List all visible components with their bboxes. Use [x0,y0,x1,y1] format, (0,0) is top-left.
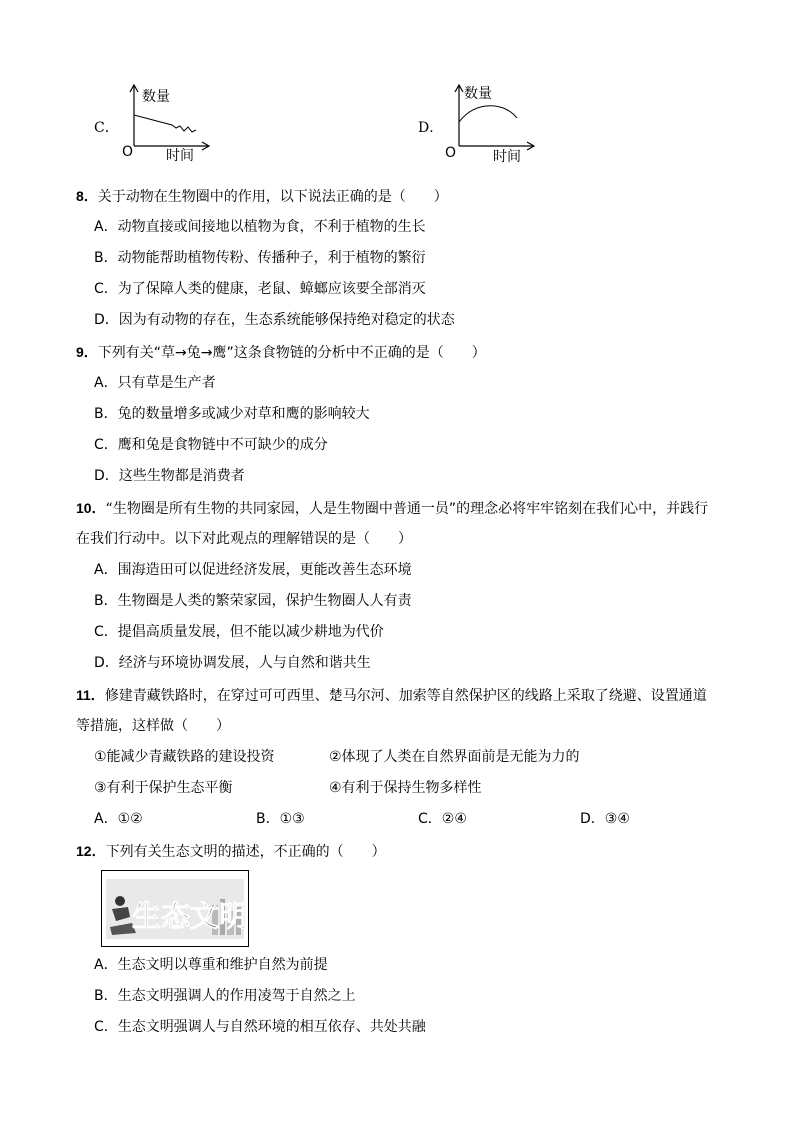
question-text: 下列有关生态文明的描述，不正确的（ ） [105,844,386,860]
q9-option-b: B．兔的数量增多或减少对草和鹰的影响较大 [94,406,370,422]
q11-statement-1: ①能减少青藏铁路的建设投资 [94,749,275,765]
graph-c [118,82,218,164]
question-number: 9． [76,344,98,360]
q8-option-c: C．为了保障人类的健康，老鼠、蟑螂应该要全部消灭 [94,281,426,297]
q11-choice-c: C．②④ [418,811,467,827]
q8-option-d: D．因为有动物的存在，生态系统能够保持绝对稳定的状态 [94,312,455,328]
q11-choice-b: B．①③ [256,811,305,827]
question-11-stem-line2: 等措施，这样做（ ） [76,718,230,734]
q11-statement-4: ④有利于保持生物多样性 [329,780,482,796]
q12-option-a: A．生态文明以尊重和维护自然为前提 [94,957,328,973]
q12-option-c: C．生态文明强调人与自然环境的相互依存、共处共融 [94,1019,426,1035]
q10-option-c: C．提倡高质量发展，但不能以减少耕地为代价 [94,624,384,640]
q10-option-a: A．围海造田可以促进经济发展，更能改善生态环境 [94,562,412,578]
graph-d-label: D． [418,120,444,136]
graph-d [443,82,543,164]
question-11-stem-line1 [76,685,707,706]
graph-c-origin: O [122,144,134,160]
question-10-stem-line2: 在我们行动中。以下对此观点的理解错误的是（ ） [76,531,412,547]
question-text: 修建青藏铁路时，在穿过可可西里、楚马尔河、加索等自然保护区的线路上采取了绕避、设置通道 [104,688,707,704]
q11-statement-3: ③有利于保护生态平衡 [94,780,233,796]
q10-option-b: B．生物圈是人类的繁荣家园，保护生物圈人人有责 [94,593,412,609]
question-10-stem-line1 [76,498,708,519]
q8-option-a: A．动物直接或间接地以植物为食，不利于植物的生长 [94,219,426,235]
graph-c-ylabel: 数量 [142,89,170,105]
q11-statement-2: ②体现了人类在自然界面前是无能为力的 [329,749,580,765]
question-number: 12． [76,843,106,859]
graph-d-ylabel: 数量 [464,86,492,102]
question-8-stem [76,186,448,207]
q11-choice-a: A．①② [94,811,143,827]
ecological-civilization-image [101,870,249,947]
question-9-stem [76,342,486,363]
question-text: 下列有关“草→兔→鹰”这条食物链的分析中不正确的是（ ） [97,345,486,361]
graph-d-curve [459,106,517,122]
question-text: 关于动物在生物圈中的作用，以下说法正确的是（ ） [97,189,448,205]
question-text: “生物圈是所有生物的共同家园，人是生物圈中普通一员”的理念必将牢牢铭刻在我们心中，并践行 [105,501,709,517]
q12-option-b: B．生态文明强调人的作用凌驾于自然之上 [94,988,356,1004]
graph-d-origin: O [445,145,457,161]
q8-option-b: B．动物能帮助植物传粉、传播种子，利于植物的繁衍 [94,250,426,266]
graph-c-xlabel: 时间 [166,148,194,164]
graph-d-xlabel: 时间 [493,149,521,164]
graph-c-label: C． [94,120,119,136]
ecological-civilization-graphic [102,871,248,946]
q10-option-d: D．经济与环境协调发展，人与自然和谐共生 [94,655,371,671]
graph-c-curve [134,115,196,132]
question-12-stem [76,841,386,862]
image-title-text: 生态文明 [132,899,248,933]
question-number: 11． [76,687,105,703]
q9-option-c: C．鹰和兔是食物链中不可缺少的成分 [94,437,328,453]
question-number: 10． [76,500,106,516]
question-number: 8． [76,188,98,204]
q11-choice-d: D．③④ [580,811,630,827]
q9-option-a: A．只有草是生产者 [94,375,216,391]
q9-option-d: D．这些生物都是消费者 [94,468,245,484]
